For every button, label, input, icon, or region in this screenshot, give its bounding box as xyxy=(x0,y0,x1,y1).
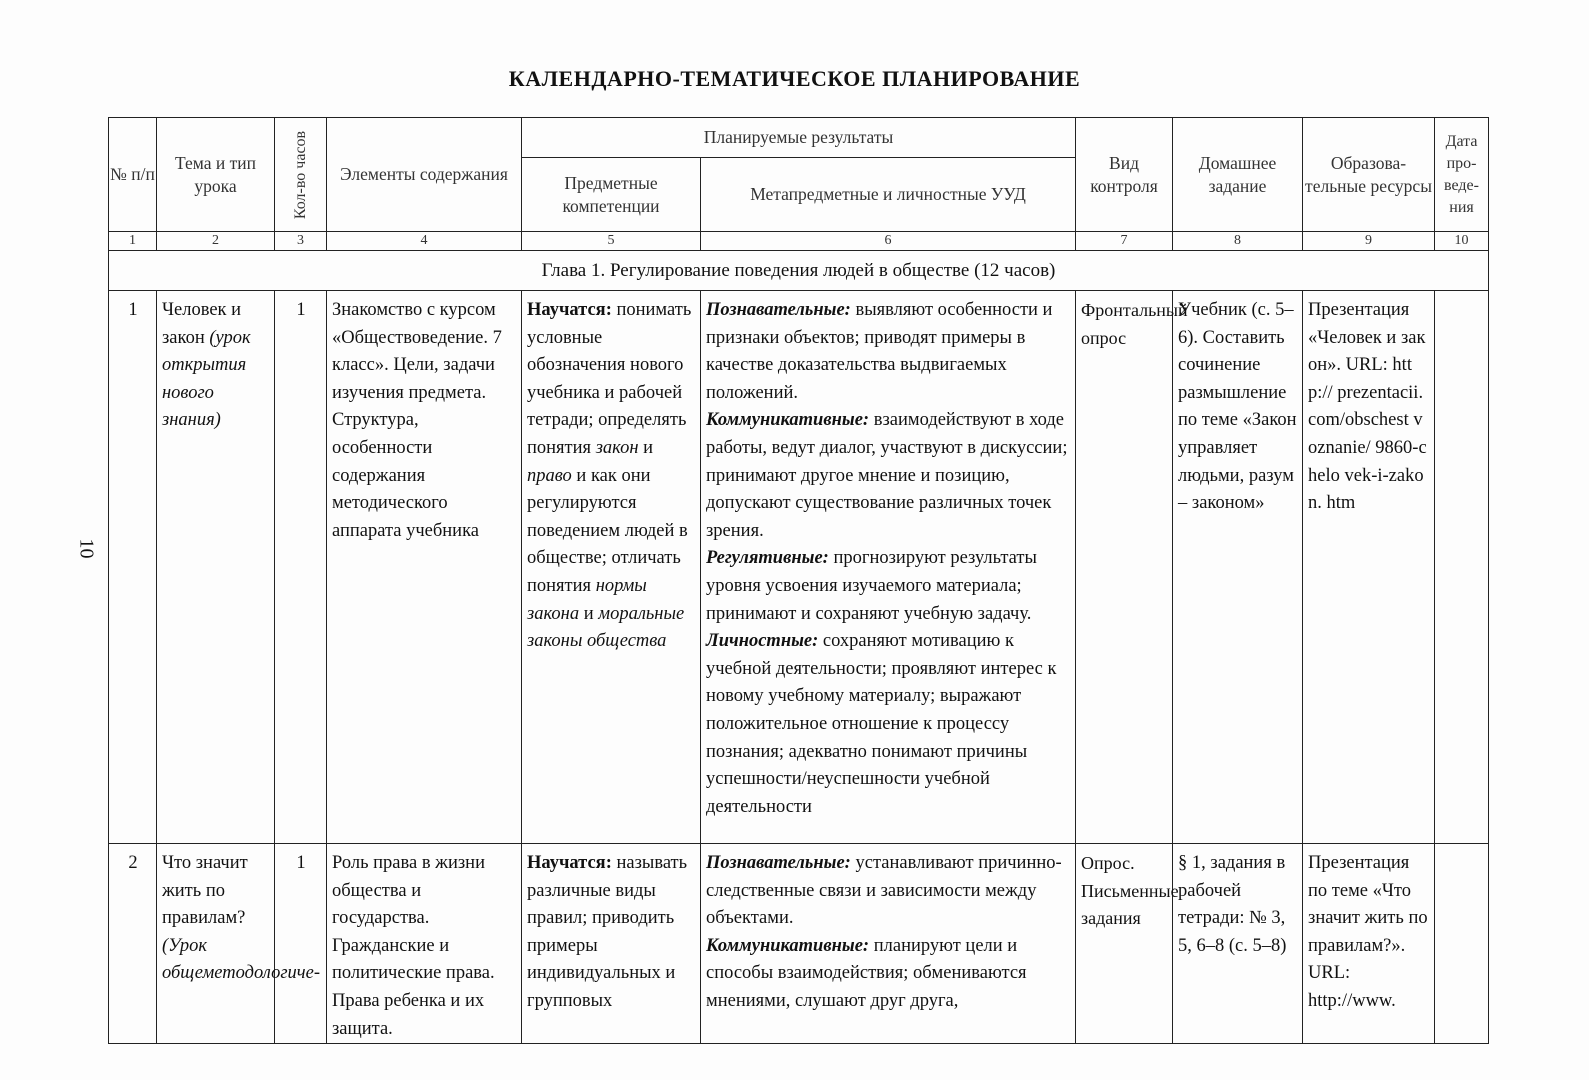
row-content: Знакомство с курсом «Обществоведение. 7 класс». Цели, задачи изучения предмета. Структура, особенности содержания методического аппарата учебника xyxy=(327,291,522,844)
row-number: 1 xyxy=(109,291,157,844)
row-hours: 1 xyxy=(275,291,327,844)
col-number: 9 xyxy=(1303,232,1435,251)
col-number: 1 xyxy=(109,232,157,251)
header-planned: Планируемые результаты xyxy=(522,118,1076,158)
col-number: 4 xyxy=(327,232,522,251)
header-resources: Образова-тельные ресурсы xyxy=(1303,118,1435,232)
table-row xyxy=(109,291,1489,844)
subject-text: и xyxy=(643,437,654,458)
subject-term: моральные законы общества xyxy=(527,603,685,652)
topic-type: (Урок общеметодологиче- xyxy=(162,935,320,984)
header-num: № п/п xyxy=(109,118,157,232)
row-resources: Презентация «Человек и закон». URL: http:// prezentacii. com/obschest voznanie/ 9860-chelo vek-i-zakon. htm xyxy=(1303,291,1435,844)
meta-text-communicative: взаимодействуют в ходе работы, ведут диалог, участвуют в дискуссии; принимают другое мнение и позицию, допускают существование различных точек зрения. xyxy=(706,410,1068,541)
subject-text: называть различные виды правил; приводить примеры индивидуальных и групповых xyxy=(527,853,688,1011)
col-number: 5 xyxy=(522,232,701,251)
col-number: 2 xyxy=(157,232,275,251)
row-control: Опрос. Письменные задания xyxy=(1076,844,1173,1044)
chapter-row xyxy=(109,251,1489,291)
col-number: 10 xyxy=(1435,232,1489,251)
subject-term: закон xyxy=(595,437,639,458)
col-number: 3 xyxy=(275,232,327,251)
topic-type: (урок открытия нового знания) xyxy=(162,327,251,431)
header-hours xyxy=(275,118,327,232)
meta-text-communicative: планируют цели и способы взаимодействия; обмениваются мнениями, слушают друг друга, xyxy=(706,935,1027,1011)
topic-title: Что значит жить по правилам? xyxy=(162,853,248,929)
row-homework: Учебник (с. 5–6). Составить сочинение размышление по теме «Закон управляет людьми, разум – законом» xyxy=(1173,291,1303,844)
row-subject xyxy=(522,844,701,1044)
meta-text-personal: сохраняют мотивацию к учебной деятельности; проявляют интерес к новому учебному материалу; выражают положительное отношение к процессу познания; адекватно понимают причины успешности/неуспешности учебной деятельности xyxy=(706,631,1057,817)
meta-text-cognitive: устанавливают причинно-следственные связи и зависимости между объектами. xyxy=(706,853,1062,929)
page-title: КАЛЕНДАРНО-ТЕМАТИЧЕСКОЕ ПЛАНИРОВАНИЕ xyxy=(508,66,1081,91)
col-number: 8 xyxy=(1173,232,1303,251)
row-topic xyxy=(157,291,275,844)
meta-text-regulatory: прогнозируют результаты уровня усвоения изучаемого материала; принимают и сохраняют учебную задачу. xyxy=(706,548,1037,624)
row-number: 2 xyxy=(109,844,157,1044)
row-date xyxy=(1435,291,1489,844)
subject-text: понимать условные обозначения нового учебника и рабочей тетради; определять понятия xyxy=(527,300,692,458)
planning-table xyxy=(108,117,1489,1044)
meta-label-regulatory: Регулятивные: xyxy=(706,548,829,569)
subject-text: и xyxy=(583,603,594,624)
header-homework: Домашнее задание xyxy=(1173,118,1303,232)
meta-label-cognitive: Познавательные: xyxy=(706,853,851,873)
table-row xyxy=(109,844,1489,1044)
col-number: 6 xyxy=(701,232,1076,251)
col-number: 7 xyxy=(1076,232,1173,251)
meta-text-cognitive: выявляют особенности и признаки объектов; приводят примеры в качестве доказательства выдвигаемых положений. xyxy=(706,300,1053,403)
page-number: 10 xyxy=(75,538,98,559)
chapter-title: Глава 1. Регулирование поведения людей в обществе (12 часов) xyxy=(109,251,1489,291)
meta-label-personal: Личностные: xyxy=(706,631,819,652)
subject-label: Научатся: xyxy=(527,853,612,873)
row-control: Фронтальный опрос xyxy=(1076,291,1173,844)
header-topic: Тема и тип урока xyxy=(157,118,275,232)
header-subject: Предметные компетенции xyxy=(522,158,701,232)
row-hours: 1 xyxy=(275,844,327,1044)
header-row-top xyxy=(109,118,1489,158)
row-meta xyxy=(701,844,1076,1044)
row-resources: Презентация по теме «Что значит жить по правилам?». URL: http://www. xyxy=(1303,844,1435,1044)
subject-text: и как они регулируются поведением людей в обществе; отличать понятия xyxy=(527,465,688,596)
topic-title: Человек и закон xyxy=(162,300,242,348)
header-hours-label: Кол-во часов xyxy=(291,130,309,219)
header-control: Вид контроля xyxy=(1076,118,1173,232)
meta-label-communicative: Коммуникативные: xyxy=(706,935,870,956)
row-meta xyxy=(701,291,1076,844)
row-content: Роль права в жизни общества и государства. Гражданские и политические права. Права ребенка и их защита. xyxy=(327,844,522,1044)
subject-term: нормы закона xyxy=(527,575,647,624)
header-content: Элементы содержания xyxy=(327,118,522,232)
subject-term: право xyxy=(527,465,572,486)
row-homework: § 1, задания в рабочей тетради: № 3, 5, 6–8 (с. 5–8) xyxy=(1173,844,1303,1044)
row-topic xyxy=(157,844,320,1044)
header-meta: Метапредметные и личностные УУД xyxy=(701,158,1076,232)
meta-label-cognitive: Познавательные: xyxy=(706,300,851,320)
meta-label-communicative: Коммуникативные: xyxy=(706,410,870,431)
header-date: Дата про-веде-ния xyxy=(1435,118,1489,232)
column-numbers-row xyxy=(109,232,1489,251)
subject-label: Научатся: xyxy=(527,300,612,320)
row-subject xyxy=(522,291,701,844)
row-date xyxy=(1435,844,1489,1044)
